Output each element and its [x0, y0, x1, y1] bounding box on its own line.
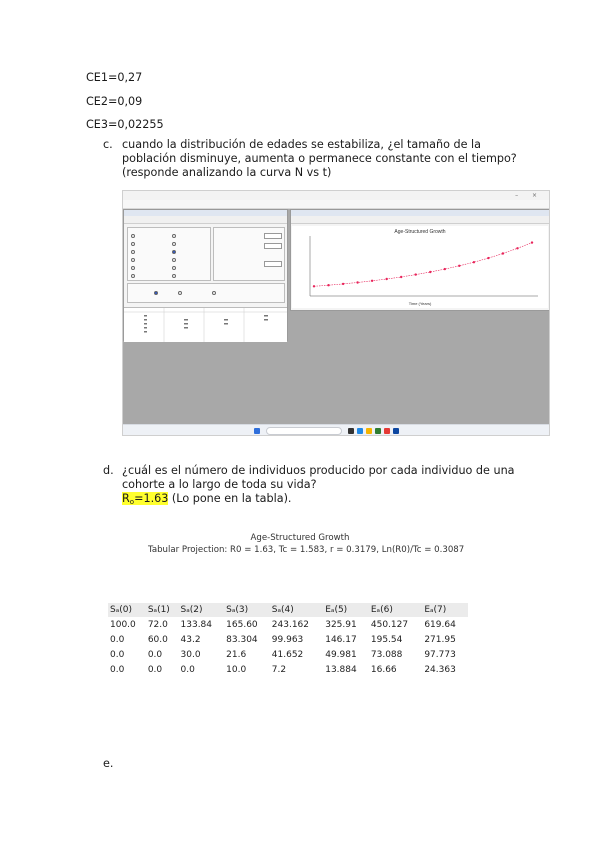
- table-cell: 146.17: [325, 634, 357, 645]
- graph-panel: [290, 209, 550, 311]
- growth-chart-svg: [292, 226, 548, 308]
- table-cell: 0.0: [110, 634, 125, 645]
- table-cell: 72.0: [147, 619, 168, 630]
- table-cell: 10.0: [226, 664, 247, 675]
- col-header: Sₐ(2): [180, 605, 203, 615]
- question-c-line-2: población disminuye, aumenta o permanece constante con el tiempo?: [122, 152, 517, 165]
- growth-data-point: [356, 281, 358, 283]
- growth-data-point: [313, 285, 315, 287]
- table-row: [108, 632, 468, 647]
- table-cell: 0.0: [147, 649, 163, 660]
- table-cell: 619.64: [424, 619, 456, 630]
- app-titlebar: [123, 191, 549, 200]
- table-cell: 24.363: [424, 664, 456, 675]
- table-cell: 271.95: [424, 634, 456, 645]
- growth-data-point: [415, 273, 417, 275]
- growth-data-point: [342, 283, 344, 285]
- parameters-panel: [123, 209, 288, 341]
- table-subtitle: Tabular Projection: R0 = 1.63, Tc = 1.583, r = 0.3179, Ln(R0)/Tc = 0.3087: [148, 545, 465, 555]
- col-header: Eₐ(5): [325, 605, 348, 615]
- taskview-icon[interactable]: [348, 428, 354, 434]
- r0-highlight: $R_o=1.63$: [122, 492, 169, 506]
- table-cell: 43.2: [180, 634, 201, 645]
- table-cell: 30.0: [180, 649, 201, 660]
- col-header: Sₐ(0): [110, 605, 132, 615]
- program-screenshot: [122, 190, 550, 436]
- table-cell: 195.54: [370, 634, 403, 645]
- ce1-text: CE1=0,27: [86, 71, 143, 84]
- table-cell: 450.127: [370, 619, 409, 630]
- question-d-line-2: cohorte a lo largo de toda su vida?: [122, 478, 317, 491]
- col-header: Eₐ(7): [424, 605, 447, 615]
- table-cell: 73.088: [370, 649, 403, 660]
- col-header: Sₐ(4): [271, 605, 294, 615]
- table-cell: 99.963: [271, 634, 304, 645]
- question-d-letter: d.: [103, 464, 114, 477]
- table-title: Age-Structured Growth: [250, 533, 350, 543]
- table-cell: 325.91: [325, 619, 357, 630]
- table-row: [108, 617, 468, 632]
- growth-data-point: [371, 280, 373, 282]
- ce3-text: CE3=0,02255: [86, 118, 164, 131]
- table-cell: 97.773: [424, 649, 456, 660]
- table-cell: 49.981: [325, 649, 357, 660]
- app-icon[interactable]: [357, 428, 363, 434]
- question-c-letter: c.: [103, 138, 113, 151]
- table-cell: 7.2: [271, 664, 287, 675]
- ce2-text: CE2=0,09: [86, 95, 143, 108]
- start-icon[interactable]: [254, 428, 260, 434]
- settings-box: [213, 227, 285, 281]
- taskbar: [123, 424, 549, 436]
- question-d-answer: [122, 492, 292, 510]
- table-header-row: [108, 603, 468, 617]
- growth-data-point: [327, 284, 329, 286]
- growth-chart-title: Age-Structured Growth: [394, 229, 446, 235]
- folder-icon[interactable]: [366, 428, 372, 434]
- browser-icon[interactable]: [384, 428, 390, 434]
- table-cell: 41.652: [271, 649, 304, 660]
- growth-data-point: [502, 252, 504, 254]
- answer-note: (Lo pone en la tabla).: [168, 492, 292, 505]
- graph-panel-toolbar: [291, 216, 549, 224]
- table-cell: 100.0: [110, 619, 136, 630]
- model-options-box: [127, 227, 211, 281]
- question-c-line-3: (responde analizando la curva N vs t): [122, 166, 332, 179]
- table-cell: 13.884: [325, 664, 357, 675]
- growth-series-line: [314, 243, 532, 287]
- growth-data-point: [516, 247, 518, 249]
- growth-data-point: [458, 265, 460, 267]
- table-row: [108, 662, 468, 677]
- growth-chart: [292, 226, 548, 308]
- growth-data-point: [386, 278, 388, 280]
- app-icon[interactable]: [375, 428, 381, 434]
- growth-data-point: [473, 261, 475, 263]
- table-cell: 0.0: [110, 664, 125, 675]
- growth-data-point: [444, 268, 446, 270]
- col-header: Sₐ(3): [226, 605, 249, 615]
- table-cell: 21.6: [226, 649, 247, 660]
- col-header: Eₐ(6): [370, 605, 393, 615]
- growth-data-point: [487, 257, 489, 259]
- question-c-line-1: cuando la distribución de edades se estabiliza, ¿el tamaño de la: [122, 138, 481, 151]
- question-e-letter: e.: [103, 757, 114, 770]
- table-cell: 0.0: [147, 664, 163, 675]
- table-cell: 165.60: [226, 619, 258, 630]
- question-d-line-1: ¿cuál es el número de individuos producido por cada individuo de una: [122, 464, 515, 477]
- table-cell: 0.0: [110, 649, 125, 660]
- table-cell: 60.0: [147, 634, 168, 645]
- table-cell: 83.304: [226, 634, 258, 645]
- app-icon[interactable]: [393, 428, 399, 434]
- growth-data-point: [429, 271, 431, 273]
- projection-table: [108, 603, 468, 677]
- growth-chart-xlabel: Time (Years): [408, 301, 432, 306]
- app-menubar: [123, 200, 549, 209]
- table-cell: 16.66: [370, 664, 397, 675]
- window-controls: – ×: [515, 192, 543, 199]
- table-cell: 133.84: [180, 619, 213, 630]
- table-row: [108, 647, 468, 662]
- output-options-box: [127, 283, 285, 303]
- life-table-area: [124, 307, 287, 342]
- growth-data-point: [531, 241, 533, 243]
- table-cell: 243.162: [271, 619, 310, 630]
- col-header: Sₐ(1): [147, 605, 170, 615]
- growth-data-point: [400, 276, 402, 278]
- parameters-panel-toolbar: [124, 216, 287, 224]
- taskbar-search[interactable]: [266, 427, 342, 435]
- table-cell: 0.0: [180, 664, 195, 675]
